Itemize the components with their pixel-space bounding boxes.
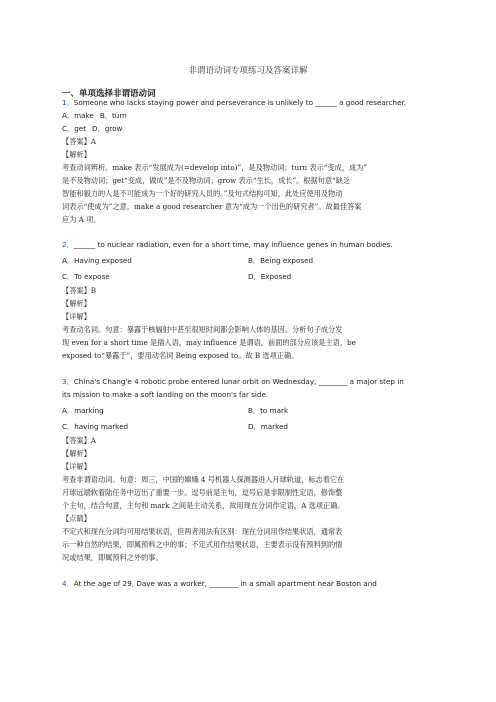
q2-explanation-line-1: 考查动名词。句意：暴露于核辐射中甚至很短时间都会影响人体的基因。分析句子成分发 (62, 325, 343, 334)
q2-option-a: A．Having exposed (62, 256, 132, 265)
q2-detail-label: 【详解】 (62, 312, 91, 321)
q3-detail-label: 【详解】 (62, 462, 91, 471)
q1-answer: 【答案】A (62, 137, 96, 146)
q3-option-c: C．having marked (62, 422, 129, 431)
question-2-options-row-2 (62, 272, 292, 282)
question-3-options-row-2 (62, 422, 288, 432)
q1-option-c: C．get (62, 124, 87, 133)
question-1-text: Someone who lacks staying power and perseverance is unlikely to ______ a good researcher. (73, 98, 407, 107)
q1-option-a: A．make (62, 111, 94, 120)
question-1-options-row-2 (62, 124, 122, 134)
q3-explanation-line-1: 考查非谓语动词。句意：周三，中国的嫦娥 4 号机器人探测器进入月球轨道，标志着它在 (62, 475, 345, 484)
question-1-number: 1． (62, 98, 74, 107)
q3-option-d: D．marked (248, 422, 288, 431)
q3-answer: 【答案】A (62, 436, 96, 445)
q1-explanation-line-3: 智能和毅力的人是不可能成为一个好的研究人员的。”及句式结构可知，此处应使用及物动 (62, 189, 343, 198)
question-3-options-row-1 (62, 406, 289, 416)
q2-answer: 【答案】B (62, 286, 97, 295)
q3-analysis-label: 【解析】 (62, 449, 91, 458)
q2-explanation-line-2: 现 even for a short time 是插入语，may influence 是谓语，前面的部分应该是主语，be (62, 338, 356, 347)
q3-option-b: B．to mark (248, 406, 289, 415)
q1-explanation-line-4: 词表示“使成为”之意，make a good researcher 意为“成为一个出色的研究者”。故最佳答案 (62, 202, 362, 211)
q3-tip-line-3: 况或结果，即属预料之外的事。 (62, 553, 163, 562)
q3-tip-label: 【点睛】 (62, 514, 91, 523)
question-4-stem (62, 579, 377, 589)
q3-tip-line-1: 不定式和现在分词均可用结果状语，但两者用法有区别：现在分词用作结果状语，通常表 (62, 527, 343, 536)
q2-analysis-label: 【解析】 (62, 299, 91, 308)
question-1-options-row-1 (62, 111, 127, 121)
question-2-text: ______ to nuclear radiation, even for a short time, may influence genes in human bodies. (73, 240, 393, 249)
document-title: 非谓语动词专项练习及答案详解 (188, 66, 308, 76)
question-2-stem (62, 240, 393, 250)
q1-explanation-line-5: 应为 A 项。 (62, 215, 101, 224)
question-3-text-1: China's Chang'e 4 robotic probe entered lunar orbit on Wednesday, ________ a major step in (73, 377, 404, 386)
q2-option-d: D．Exposed (248, 272, 292, 281)
q3-option-a: A．marking (62, 406, 104, 415)
q1-option-b: B．turn (99, 111, 127, 120)
question-2-options-row-1 (62, 256, 314, 266)
question-3-number: 3． (62, 377, 74, 386)
q3-tip-line-2: 示一种自然的结果，即属预料之中的事；不定式用作结果状语，主要表示没有预料到的情 (62, 540, 343, 549)
question-3-stem-line-2: its mission to make a soft landing on the moon's far side. (62, 390, 269, 399)
q1-option-d: D．grow (92, 124, 123, 133)
question-1-stem (62, 98, 406, 108)
q3-explanation-line-3: 个主句，结合句意，主句和 mark 之间是主动关系，故用现在分词作定语，A 选项正确。 (62, 501, 345, 510)
question-4-number: 4． (62, 579, 74, 588)
question-4-text: At the age of 29, Dave was a worker, ________ in a small apartment near Boston and (73, 579, 377, 588)
q1-explanation-line-1: 考查动词辨析。make 表示“发展成为(=develop into)”，是及物动词；turn 表示“变成，成为” (62, 163, 368, 172)
section-heading: 一、单项选择非谓语动词 (62, 89, 156, 99)
question-2-number: 2． (62, 240, 74, 249)
q2-option-c: C．To expose (62, 272, 110, 281)
q2-option-b: B．Being exposed (248, 256, 314, 265)
question-3-stem-line-1 (62, 377, 404, 387)
q2-explanation-line-3: exposed to“暴露于”，要用动名词 Being exposed to。故 B 选项正确。 (62, 351, 299, 360)
q1-explanation-line-2: 是不及物动词；get“变成，做成”是不及物动词；grow 表示“生长，成长”。根据句意“缺乏 (62, 176, 351, 185)
q3-explanation-line-2: 月球远端软着陆任务中迈出了重要一步。逗号前是主句，逗号后是非限制性定语，修饰整 (62, 488, 343, 497)
q1-analysis-label: 【解析】 (62, 150, 91, 159)
